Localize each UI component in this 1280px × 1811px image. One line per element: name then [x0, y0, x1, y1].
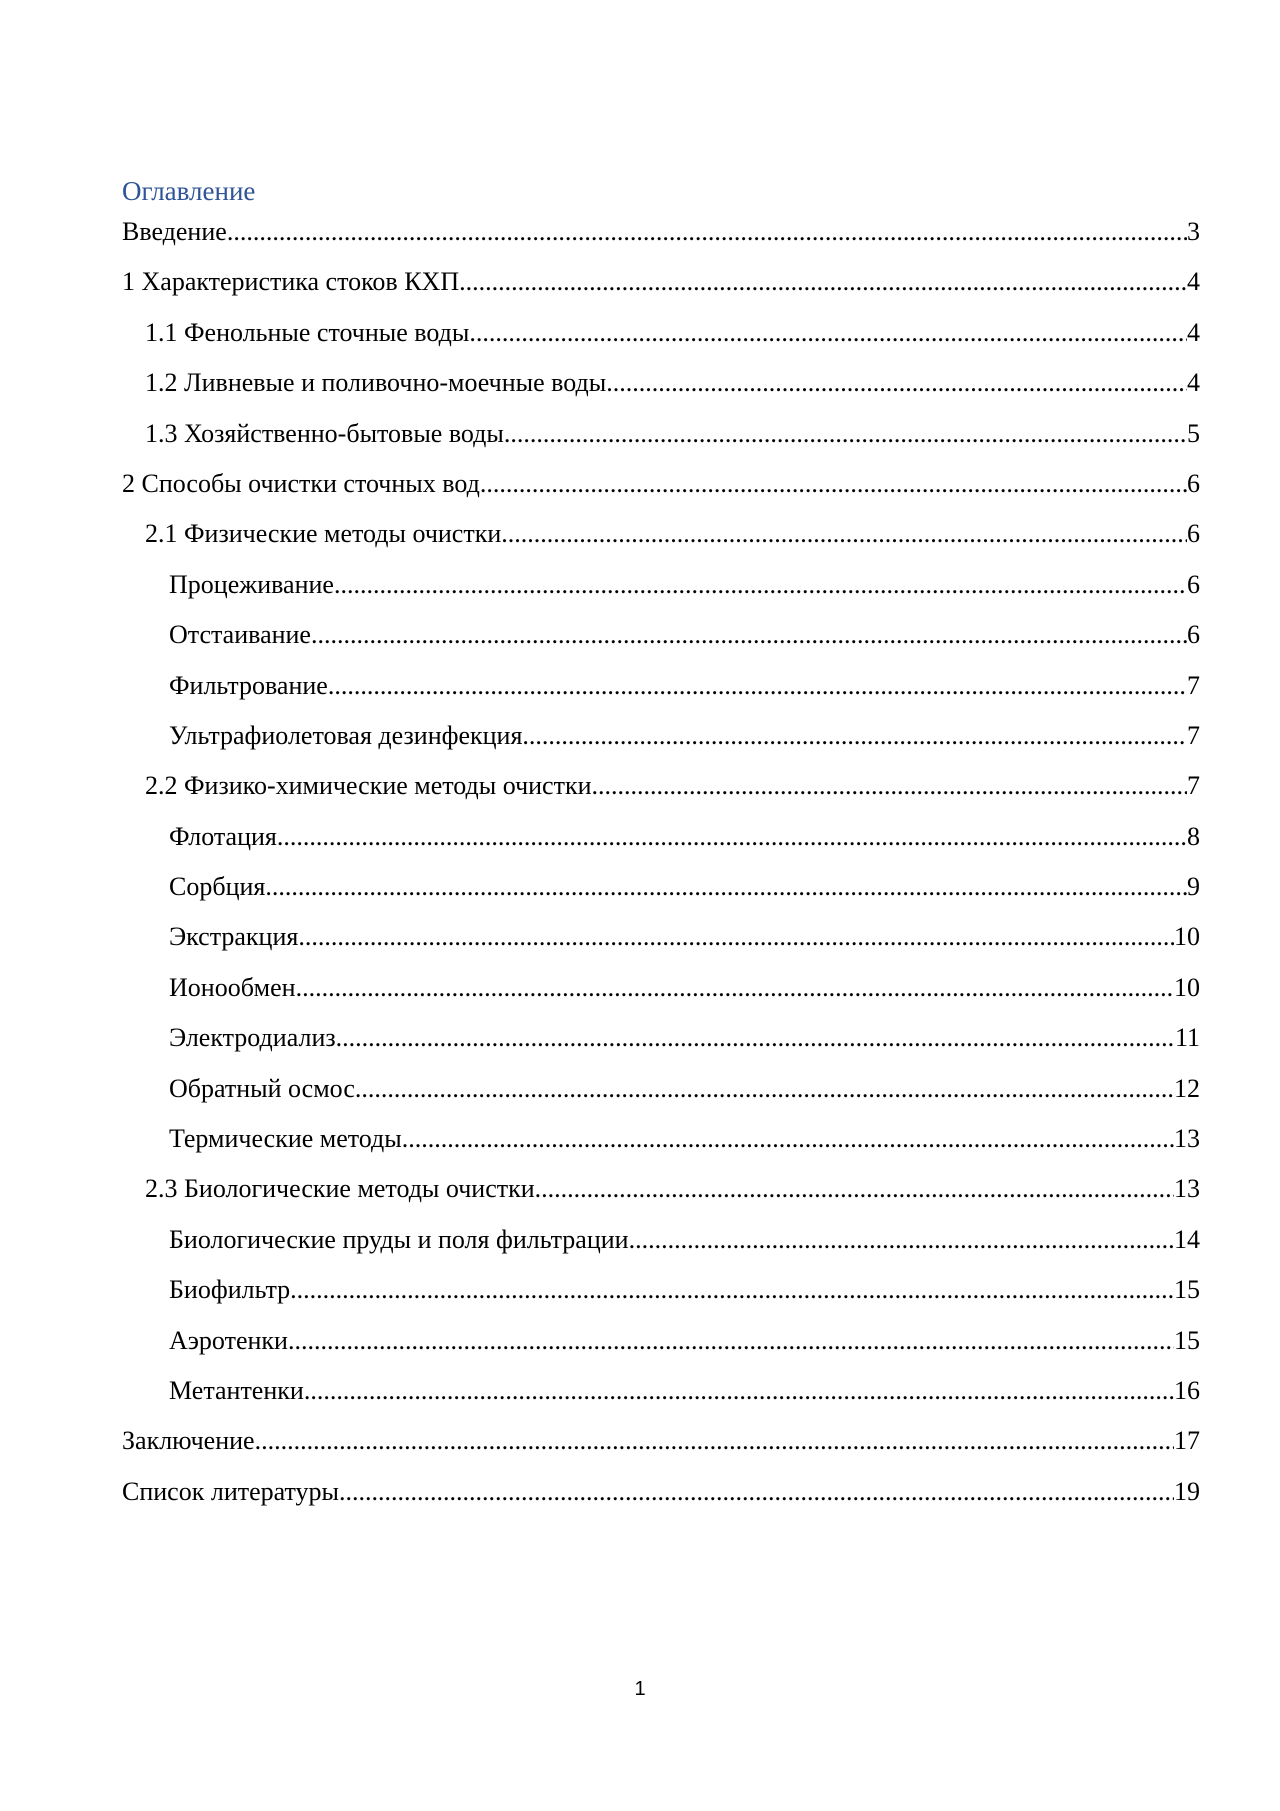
toc-entry-title[interactable]: Биофильтр	[169, 1275, 291, 1305]
toc-entry-row[interactable]	[169, 719, 1200, 753]
toc-dot-leader	[290, 1273, 1174, 1307]
toc-dot-leader	[592, 769, 1187, 803]
toc-entry-row[interactable]	[169, 1021, 1200, 1055]
toc-dot-leader	[522, 719, 1187, 753]
toc-entry-title[interactable]: Отстаивание	[169, 620, 311, 650]
toc-entry-page[interactable]: 17	[1174, 1426, 1200, 1456]
toc-entry-title[interactable]: Ультрафиолетовая дезинфекция	[169, 720, 523, 750]
toc-entry-page[interactable]: 6	[1187, 569, 1200, 599]
toc-entry-page[interactable]: 12	[1174, 1073, 1200, 1103]
toc-entry[interactable]	[0, 1072, 1280, 1122]
toc-entry-row[interactable]	[122, 467, 1200, 501]
toc-entry-title[interactable]: Сорбция	[169, 872, 266, 902]
toc-entry-title[interactable]: Список литературы	[122, 1476, 339, 1506]
toc-entry-page[interactable]: 6	[1187, 519, 1200, 549]
toc-entry-title[interactable]: 2.1 Физические методы очистки	[145, 519, 502, 549]
toc-entry-title[interactable]: Обратный осмос	[169, 1073, 355, 1103]
toc-entry-title[interactable]: Аэротенки	[169, 1325, 288, 1355]
toc-entry[interactable]	[0, 870, 1280, 920]
toc-dot-leader	[288, 1324, 1174, 1358]
toc-entry-row[interactable]	[169, 1122, 1200, 1156]
toc-entry[interactable]	[0, 669, 1280, 719]
toc-dot-leader	[459, 265, 1187, 299]
toc-entry-row[interactable]	[145, 769, 1200, 803]
toc-dot-leader	[298, 920, 1174, 954]
toc-dot-leader	[501, 517, 1187, 551]
toc-entry[interactable]	[0, 265, 1280, 315]
toc-entry[interactable]	[0, 1122, 1280, 1172]
toc-entry[interactable]	[0, 719, 1280, 769]
toc-entry-row[interactable]	[169, 568, 1200, 602]
toc-dot-leader	[255, 1424, 1174, 1458]
toc-dot-leader	[535, 1172, 1174, 1206]
toc-entry-row[interactable]	[169, 971, 1200, 1005]
toc-entry-row[interactable]	[145, 316, 1200, 350]
toc-dot-leader	[629, 1223, 1174, 1257]
toc-entry-page[interactable]: 4	[1187, 368, 1200, 398]
toc-entry[interactable]	[0, 1374, 1280, 1424]
toc-entry-page[interactable]: 7	[1187, 670, 1200, 700]
toc-dot-leader	[402, 1122, 1174, 1156]
toc-entry-row[interactable]	[169, 1223, 1200, 1257]
toc-dot-leader	[469, 316, 1187, 350]
toc-dot-leader	[606, 366, 1187, 400]
toc-entry[interactable]	[0, 215, 1280, 265]
toc-entry-page[interactable]: 13	[1174, 1124, 1200, 1154]
toc-entry-row[interactable]	[122, 1475, 1200, 1509]
toc-entry[interactable]	[0, 568, 1280, 618]
toc-entry-row[interactable]	[169, 669, 1200, 703]
toc-entry-page[interactable]: 9	[1187, 872, 1200, 902]
toc-heading: Оглавление	[122, 176, 256, 206]
toc-entry-page[interactable]: 5	[1187, 418, 1200, 448]
toc-dot-leader	[355, 1072, 1174, 1106]
toc-entry-page[interactable]: 10	[1174, 922, 1200, 952]
toc-entry-title[interactable]: Фильтрование	[169, 670, 328, 700]
toc-entry-title[interactable]: 1.2 Ливневые и поливочно-моечные воды	[145, 368, 607, 398]
toc-entry-page[interactable]: 3	[1187, 217, 1200, 246]
toc-entry-row[interactable]	[145, 1172, 1200, 1206]
toc-entry-title[interactable]: 1.1 Фенольные сточные воды	[145, 317, 470, 347]
toc-entry-title[interactable]: Введение	[122, 217, 227, 246]
toc-entry[interactable]	[0, 1223, 1280, 1273]
toc-entry-page[interactable]: 7	[1187, 720, 1200, 750]
toc-entry[interactable]	[0, 1021, 1280, 1071]
toc-entry[interactable]	[0, 618, 1280, 668]
toc-entry-title[interactable]: 2.3 Биологические методы очистки	[145, 1174, 535, 1204]
toc-entry-title[interactable]: Процеживание	[169, 569, 334, 599]
toc-entry-title[interactable]: 1.3 Хозяйственно-бытовые воды	[145, 418, 504, 448]
toc-entry-page[interactable]: 6	[1187, 468, 1200, 498]
toc-entry-row[interactable]	[145, 366, 1200, 400]
toc-entry-page[interactable]: 6	[1187, 620, 1200, 650]
toc-entry-page[interactable]: 7	[1187, 771, 1200, 801]
toc-entry[interactable]	[0, 1424, 1280, 1474]
toc-entry-page[interactable]: 11	[1174, 1023, 1200, 1053]
toc-entry-row[interactable]	[169, 870, 1200, 904]
toc-entry-title[interactable]: Метантенки	[169, 1375, 304, 1405]
toc-entry[interactable]	[0, 1324, 1280, 1374]
toc-entry[interactable]	[0, 316, 1280, 366]
toc-entry-row[interactable]	[145, 417, 1200, 451]
page-number: 1	[634, 1678, 646, 1700]
toc-entry-row[interactable]	[169, 1273, 1200, 1307]
toc-entry-row[interactable]	[122, 265, 1200, 299]
toc-dot-leader	[334, 568, 1187, 602]
toc-dot-leader	[328, 669, 1187, 703]
toc-entry-page[interactable]: 8	[1187, 821, 1200, 851]
table-of-contents	[0, 215, 1280, 1525]
toc-entry-row[interactable]	[169, 920, 1200, 954]
toc-entry-page[interactable]: 19	[1174, 1476, 1200, 1506]
toc-entry-page[interactable]: 10	[1174, 972, 1200, 1002]
toc-entry-page[interactable]: 14	[1174, 1224, 1200, 1254]
toc-entry[interactable]	[0, 1273, 1280, 1323]
toc-dot-leader	[265, 870, 1187, 904]
toc-dot-leader	[277, 820, 1187, 854]
toc-entry-page[interactable]: 13	[1174, 1174, 1200, 1204]
toc-entry[interactable]	[0, 971, 1280, 1021]
toc-entry-page[interactable]: 15	[1174, 1275, 1200, 1305]
toc-entry-page[interactable]: 4	[1187, 267, 1200, 297]
toc-entry-page[interactable]: 16	[1174, 1375, 1200, 1405]
toc-entry[interactable]	[0, 417, 1280, 467]
toc-entry-row[interactable]	[169, 618, 1200, 652]
toc-entry[interactable]	[0, 1172, 1280, 1222]
toc-entry-row[interactable]	[169, 1324, 1200, 1358]
toc-entry-row[interactable]	[122, 215, 1200, 249]
toc-entry-page[interactable]: 15	[1174, 1325, 1200, 1355]
toc-entry[interactable]	[0, 1475, 1280, 1525]
toc-entry[interactable]	[0, 920, 1280, 970]
toc-entry-row[interactable]	[169, 1072, 1200, 1106]
toc-dot-leader	[304, 1374, 1174, 1408]
toc-dot-leader	[296, 971, 1174, 1005]
toc-entry-title[interactable]: Флотация	[169, 821, 277, 851]
toc-entry-title[interactable]: 1 Характеристика стоков КХП	[122, 267, 460, 297]
toc-entry-title[interactable]: Термические методы	[169, 1124, 402, 1154]
toc-entry-title[interactable]: 2.2 Физико-химические методы очистки	[145, 771, 592, 801]
toc-entry-title[interactable]: 2 Способы очистки сточных вод	[122, 468, 480, 498]
toc-dot-leader	[480, 467, 1187, 501]
toc-entry-row[interactable]	[169, 820, 1200, 854]
toc-entry-title[interactable]: Заключение	[122, 1426, 255, 1456]
toc-entry[interactable]	[0, 769, 1280, 819]
toc-entry-row[interactable]	[145, 517, 1200, 551]
toc-dot-leader	[311, 618, 1187, 652]
toc-entry-row[interactable]	[122, 1424, 1200, 1458]
toc-entry-title[interactable]: Экстракция	[169, 922, 299, 952]
toc-entry-title[interactable]: Ионообмен	[169, 972, 296, 1002]
toc-dot-leader	[227, 215, 1187, 249]
toc-entry[interactable]	[0, 517, 1280, 567]
toc-dot-leader	[336, 1021, 1175, 1055]
toc-entry-page[interactable]: 4	[1187, 317, 1200, 347]
toc-entry-title[interactable]: Биологические пруды и поля фильтрации	[169, 1224, 629, 1254]
toc-entry[interactable]	[0, 467, 1280, 517]
toc-entry-title[interactable]: Электродиализ	[169, 1023, 336, 1053]
toc-entry[interactable]	[0, 366, 1280, 416]
toc-dot-leader	[504, 417, 1187, 451]
toc-entry[interactable]	[0, 820, 1280, 870]
toc-entry-row[interactable]	[169, 1374, 1200, 1408]
toc-dot-leader	[339, 1475, 1174, 1509]
